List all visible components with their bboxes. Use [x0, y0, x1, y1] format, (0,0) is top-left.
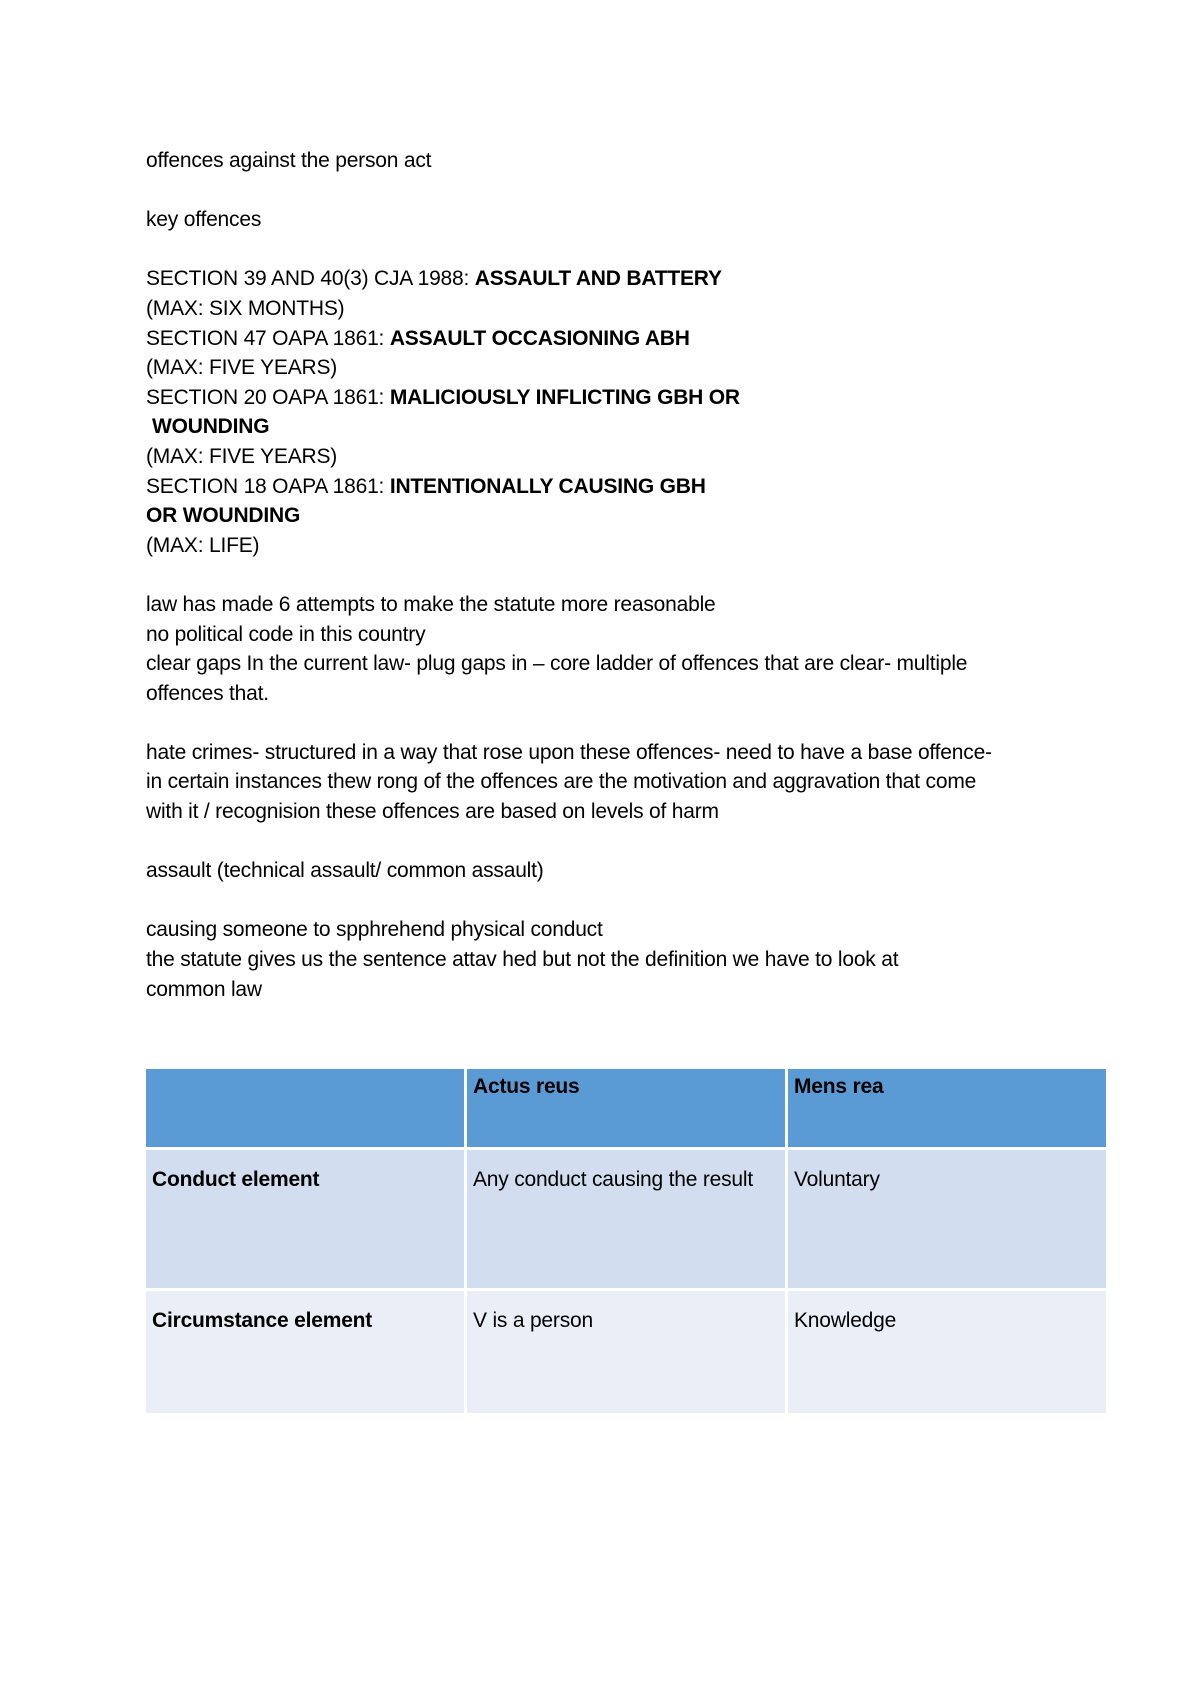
document-subtitle: key offences	[146, 208, 262, 232]
paragraph-line: the statute gives us the sentence attav hed but not the definition we have to look at	[146, 948, 899, 972]
paragraph-line: common law	[146, 977, 262, 1001]
document-title: offences against the person act	[146, 149, 432, 172]
paragraph-line: clear gaps In the current law- plug gaps in – core ladder of offences that are clear- multiple	[146, 652, 968, 676]
table-cell: Knowledge	[788, 1291, 1106, 1413]
elements-table	[143, 1066, 1109, 1416]
paragraph-line: offences that.	[146, 681, 269, 705]
paragraph-line: in certain instances thew rong of the offences are the motivation and aggravation that come	[146, 770, 977, 794]
section-18-line-2: OR WOUNDING	[146, 504, 301, 528]
table-header-row	[146, 1069, 1106, 1147]
table-row-header: Circumstance element	[146, 1291, 464, 1413]
section-39-line: SECTION 39 AND 40(3) CJA 1988: ASSAULT AND BATTERY	[146, 267, 722, 291]
table-header-cell: Mens rea	[788, 1069, 1106, 1147]
table-row	[146, 1291, 1106, 1413]
table-cell: Voluntary	[788, 1150, 1106, 1288]
table-row	[146, 1150, 1106, 1288]
table-cell: Any conduct causing the result	[467, 1150, 785, 1288]
table-cell: V is a person	[467, 1291, 785, 1413]
section-39-max: (MAX: SIX MONTHS)	[146, 296, 345, 320]
section-20-line-2: WOUNDING	[152, 415, 270, 439]
paragraph-line: hate crimes- structured in a way that rose upon these offences- need to have a base offence-	[146, 740, 992, 764]
paragraph-line: with it / recognision these offences are based on levels of harm	[146, 800, 719, 824]
table-row-header: Conduct element	[146, 1150, 464, 1288]
table-header-cell: Actus reus	[467, 1069, 785, 1147]
elements-table-container	[146, 1066, 1100, 1416]
table-header-cell	[146, 1069, 464, 1147]
paragraph-line: law has made 6 attempts to make the statute more reasonable	[146, 592, 716, 616]
paragraph-line: assault (technical assault/ common assault)	[146, 859, 544, 883]
paragraph-line: causing someone to spphrehend physical conduct	[146, 918, 603, 942]
section-18-max: (MAX: LIFE)	[146, 533, 260, 557]
section-20-max: (MAX: FIVE YEARS)	[146, 444, 338, 468]
document-body	[146, 146, 1106, 1004]
section-18-line: SECTION 18 OAPA 1861: INTENTIONALLY CAUSING GBH	[146, 474, 706, 498]
section-47-line: SECTION 47 OAPA 1861: ASSAULT OCCASIONING ABH	[146, 326, 690, 350]
paragraph-line: no political code in this country	[146, 622, 426, 646]
section-47-max: (MAX: FIVE YEARS)	[146, 356, 338, 380]
section-20-line: SECTION 20 OAPA 1861: MALICIOUSLY INFLICTING GBH OR	[146, 385, 740, 409]
